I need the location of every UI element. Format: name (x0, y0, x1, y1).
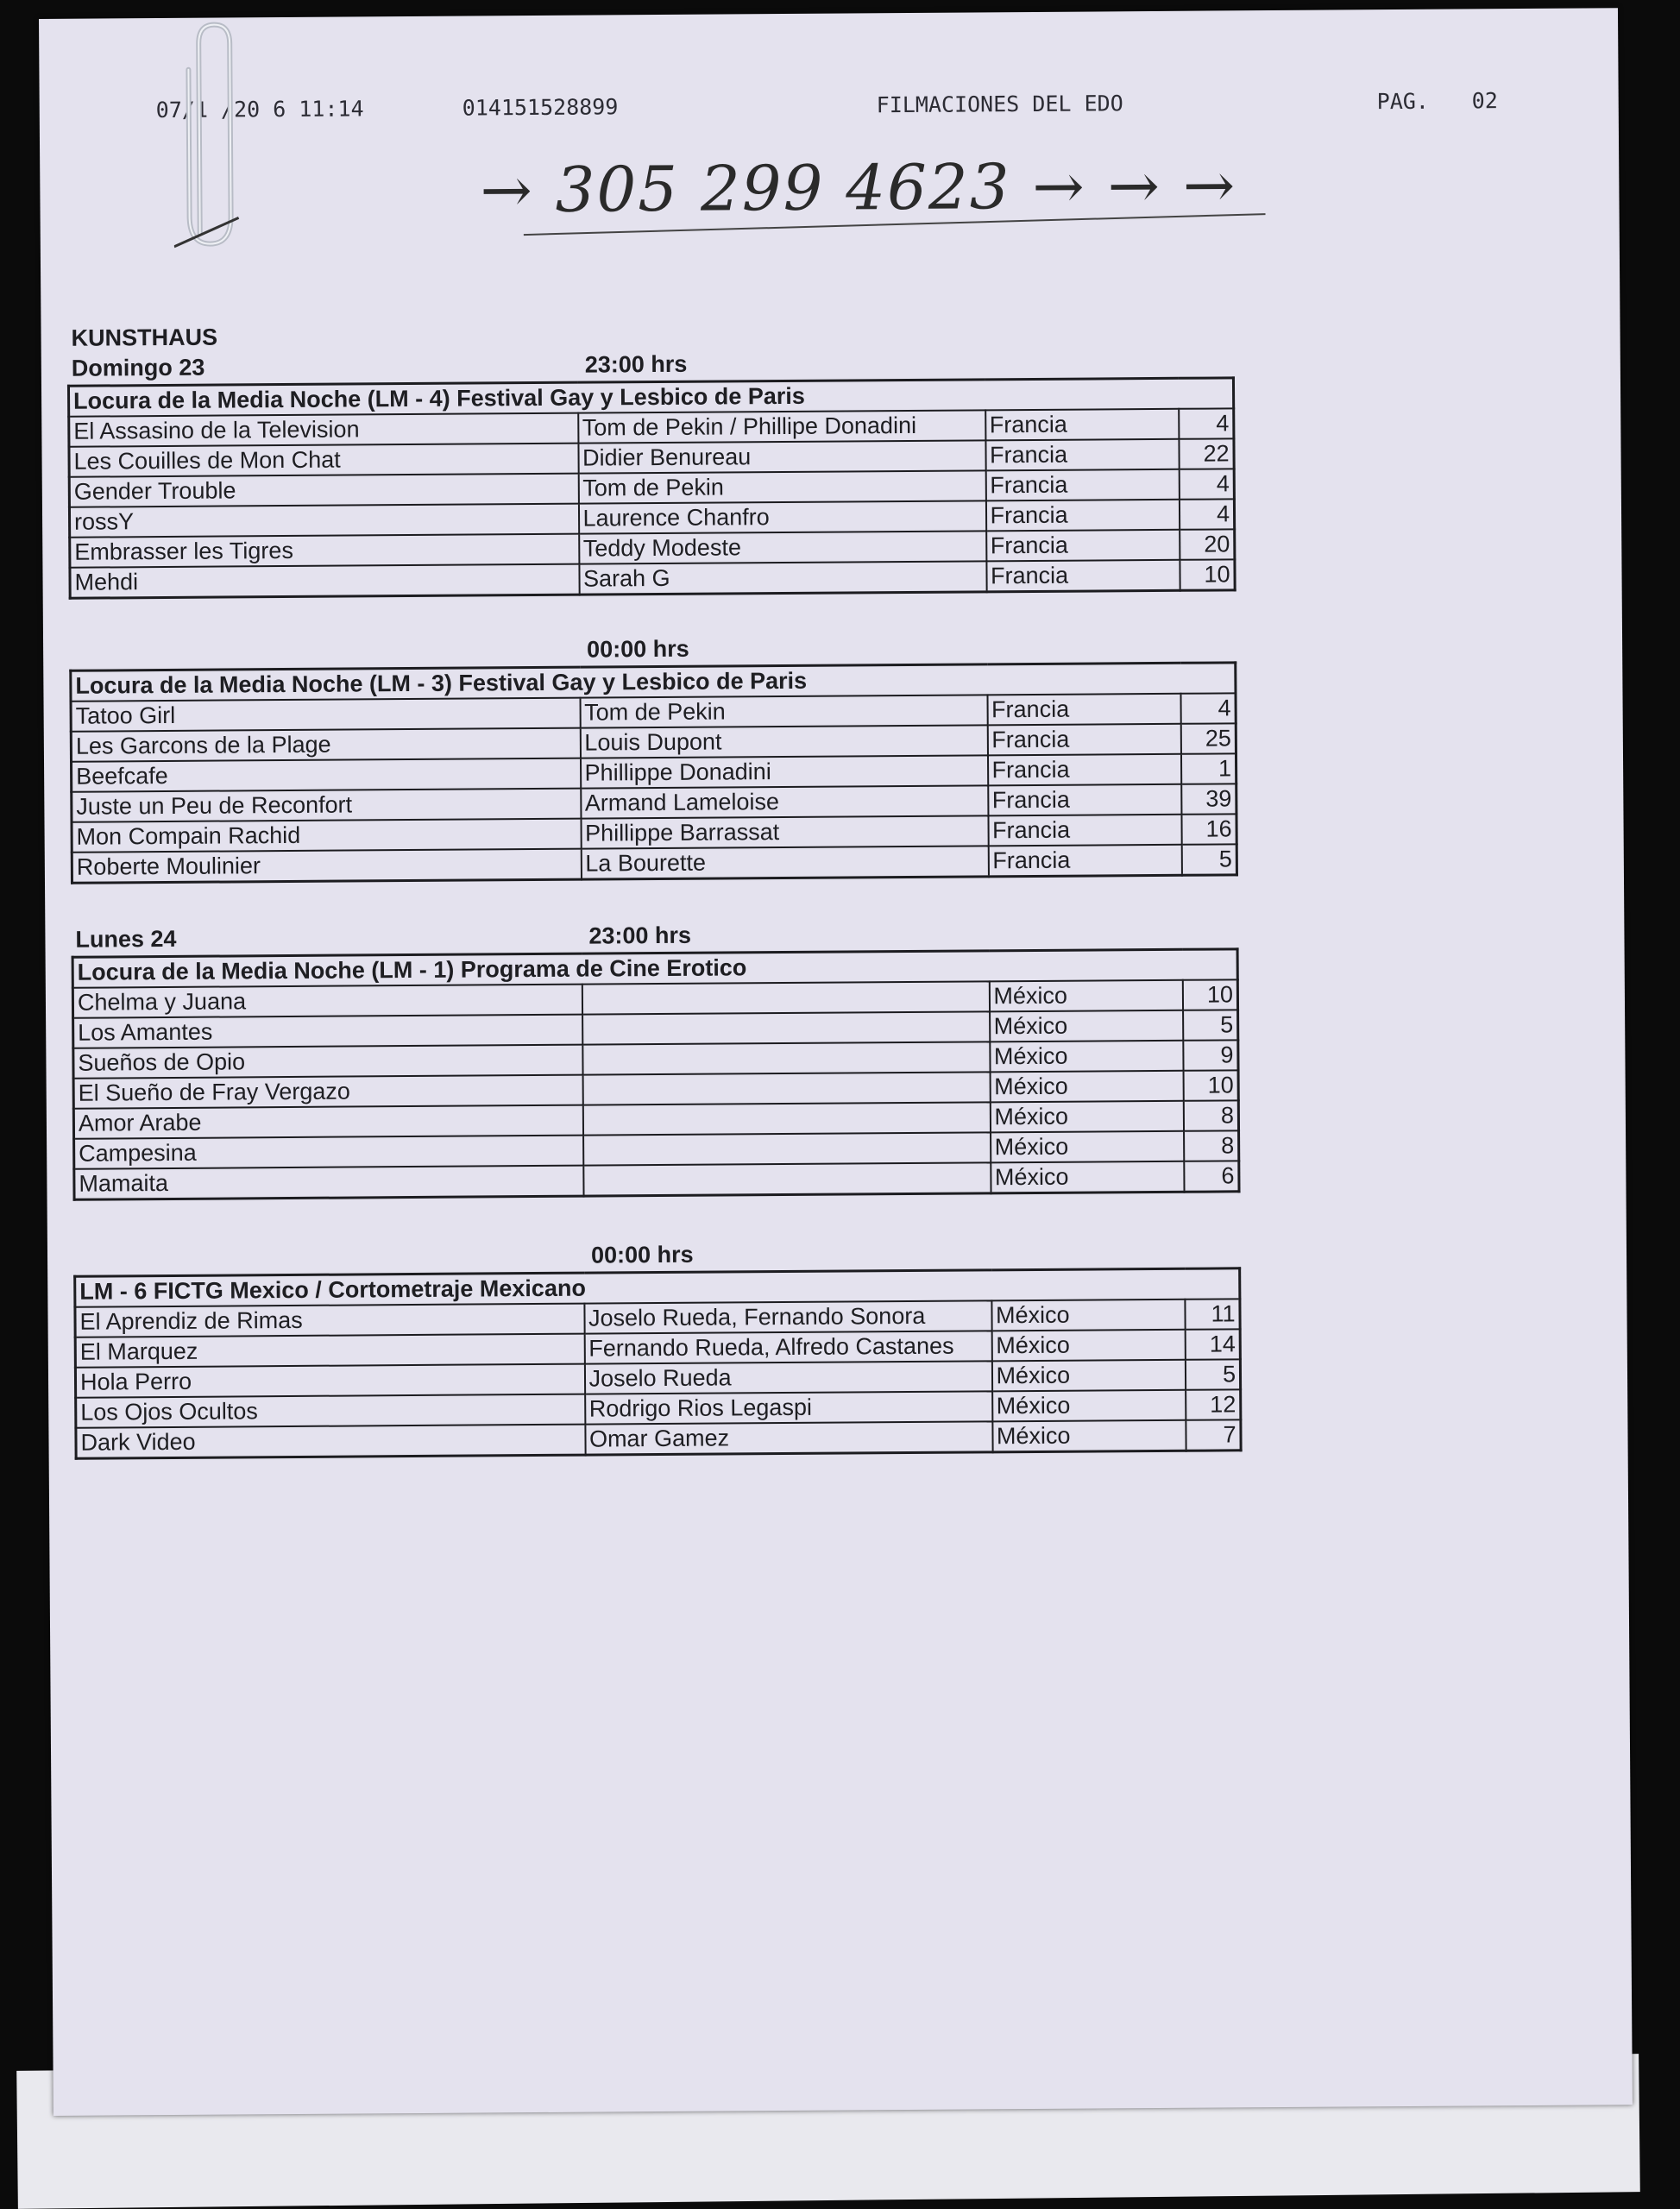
film-country: México (992, 1420, 1186, 1452)
film-title: El Sueño de Fray Vergazo (73, 1075, 582, 1109)
film-country: México (990, 1101, 1183, 1133)
program-block (71, 918, 1237, 1200)
film-minutes: 10 (1180, 559, 1235, 590)
film-title: El Assasino de la Television (69, 413, 578, 447)
film-title: Mamaita (74, 1166, 583, 1200)
program-block (67, 347, 1234, 599)
film-director: Omar Gamez (585, 1421, 992, 1455)
film-minutes: 14 (1185, 1329, 1240, 1359)
program-table (67, 376, 1236, 599)
film-director: Laurence Chanfro (578, 500, 985, 533)
film-minutes: 5 (1181, 844, 1236, 875)
block-time: 23:00 hrs (588, 922, 692, 949)
film-director (583, 1132, 991, 1165)
film-director: Sarah G (579, 561, 986, 595)
film-minutes: 9 (1183, 1040, 1238, 1070)
film-director (582, 1011, 990, 1044)
film-title: Los Ojos Ocultos (76, 1394, 585, 1428)
film-minutes: 12 (1186, 1389, 1241, 1419)
program-title: LM - 6 FICTG Mexico / Cortometraje Mexicano (75, 1268, 1240, 1307)
film-director: Joselo Rueda (584, 1361, 991, 1394)
block-time: 23:00 hrs (584, 350, 688, 378)
film-country: Francia (988, 815, 1181, 846)
program-table (73, 1267, 1243, 1459)
document-page (39, 8, 1633, 2116)
handwritten-phone-note: → 305 299 4623 → → → (480, 148, 1237, 227)
film-director: La Bourette (581, 846, 988, 879)
film-minutes: 11 (1185, 1299, 1240, 1329)
film-country: México (990, 1071, 1183, 1103)
film-title: Mehdi (70, 564, 579, 599)
film-country: México (991, 1330, 1185, 1362)
block-time: 00:00 hrs (587, 635, 689, 663)
film-country: México (991, 1360, 1185, 1392)
film-director: Joselo Rueda, Fernando Sonora (584, 1300, 991, 1333)
film-title: Embrasser les Tigres (70, 534, 579, 568)
film-country: México (989, 980, 1182, 1012)
film-minutes: 25 (1180, 723, 1236, 753)
program-table (72, 947, 1241, 1200)
film-country: Francia (986, 560, 1180, 592)
film-minutes: 4 (1180, 693, 1236, 723)
film-title: El Aprendiz de Rimas (75, 1304, 584, 1337)
block-time: 00:00 hrs (590, 1241, 694, 1268)
program-block (73, 1237, 1240, 1459)
film-minutes: 7 (1186, 1419, 1241, 1451)
film-minutes: 22 (1179, 438, 1234, 469)
venue-title: KUNSTHAUS (71, 324, 218, 351)
film-director: Phillippe Donadini (580, 755, 987, 788)
program-title: Locura de la Media Noche (LM - 4) Festival Gay y Lesbico de Paris (68, 378, 1233, 417)
film-title: Roberte Moulinier (72, 849, 581, 884)
film-director (582, 981, 989, 1014)
film-country: Francia (987, 754, 1180, 786)
block-day: Domingo 23 (71, 354, 205, 381)
film-title: Chelma y Juana (72, 985, 582, 1018)
film-director: Teddy Modeste (579, 531, 986, 563)
film-title: Amor Arabe (73, 1105, 582, 1139)
film-director: Louis Dupont (580, 725, 987, 758)
film-title: Campesina (74, 1136, 583, 1169)
film-director: Tom de Pekin (580, 695, 987, 727)
program-title: Locura de la Media Noche (LM - 1) Programa de Cine Erotico (72, 949, 1237, 988)
film-director: Phillippe Barrassat (581, 815, 988, 848)
block-day: Lunes 24 (75, 925, 177, 953)
film-title: Mon Compain Rachid (72, 819, 581, 853)
film-country: México (992, 1390, 1186, 1422)
film-country: Francia (987, 694, 1180, 726)
film-director (582, 1102, 990, 1135)
paperclip-icon (173, 17, 243, 251)
fax-page-number: 02 (1471, 88, 1498, 114)
film-director: Didier Benureau (578, 440, 985, 473)
film-director: Tom de Pekin (578, 470, 985, 503)
fax-datetime: 07/1 /20 6 11:14 (155, 96, 364, 123)
film-director: Tom de Pekin / Phillipe Donadini (578, 410, 985, 443)
film-minutes: 5 (1183, 1010, 1238, 1040)
film-country: Francia (985, 439, 1179, 471)
film-country: Francia (986, 530, 1180, 562)
film-country: México (991, 1131, 1184, 1163)
film-country: México (991, 1161, 1184, 1193)
film-title: Sueños de Opio (73, 1045, 582, 1079)
film-title: Hola Perro (75, 1364, 584, 1398)
fax-sender: FILMACIONES DEL EDO (876, 91, 1123, 118)
fax-header (117, 88, 1532, 132)
film-title: El Marquez (75, 1334, 584, 1368)
film-country: México (990, 1041, 1183, 1073)
film-title: Dark Video (76, 1425, 585, 1459)
film-country: Francia (988, 845, 1181, 877)
film-director: Armand Lameloise (581, 785, 988, 818)
film-country: Francia (985, 500, 1179, 532)
film-title: Juste un Peu de Reconfort (72, 789, 581, 822)
film-country: Francia (987, 724, 1180, 756)
program-title: Locura de la Media Noche (LM - 3) Festival Gay y Lesbico de Paris (71, 663, 1236, 702)
film-director: Rodrigo Rios Legaspi (585, 1391, 992, 1424)
film-director (583, 1162, 991, 1196)
film-title: rossY (69, 504, 578, 538)
film-minutes: 8 (1184, 1130, 1239, 1161)
program-block (69, 632, 1236, 884)
film-minutes: 10 (1183, 1070, 1238, 1100)
film-title: Les Garcons de la Plage (71, 728, 580, 762)
film-country: Francia (985, 409, 1179, 441)
film-title: Los Amantes (73, 1015, 582, 1048)
film-director: Fernando Rueda, Alfredo Castanes (584, 1331, 991, 1363)
film-country: México (991, 1300, 1185, 1331)
film-director (582, 1042, 990, 1074)
film-title: Gender Trouble (69, 474, 578, 507)
film-country: Francia (985, 469, 1179, 501)
film-minutes: 10 (1182, 979, 1237, 1010)
film-minutes: 20 (1180, 529, 1235, 559)
program-table (69, 661, 1238, 884)
fax-phone: 014151528899 (462, 94, 619, 121)
fax-page-label: PAG. (1376, 88, 1430, 115)
film-title: Tatoo Girl (71, 698, 580, 732)
film-minutes: 4 (1179, 499, 1234, 529)
film-title: Beefcafe (72, 758, 581, 792)
film-director (582, 1072, 990, 1104)
film-minutes: 4 (1179, 469, 1234, 499)
film-minutes: 1 (1180, 753, 1236, 784)
film-minutes: 8 (1183, 1100, 1238, 1130)
film-minutes: 5 (1185, 1359, 1240, 1389)
film-minutes: 4 (1179, 408, 1234, 438)
film-minutes: 16 (1181, 814, 1236, 844)
film-title: Les Couilles de Mon Chat (69, 444, 578, 477)
film-country: Francia (988, 784, 1181, 816)
film-country: México (990, 1010, 1183, 1042)
film-minutes: 39 (1181, 784, 1236, 814)
film-minutes: 6 (1184, 1161, 1239, 1192)
